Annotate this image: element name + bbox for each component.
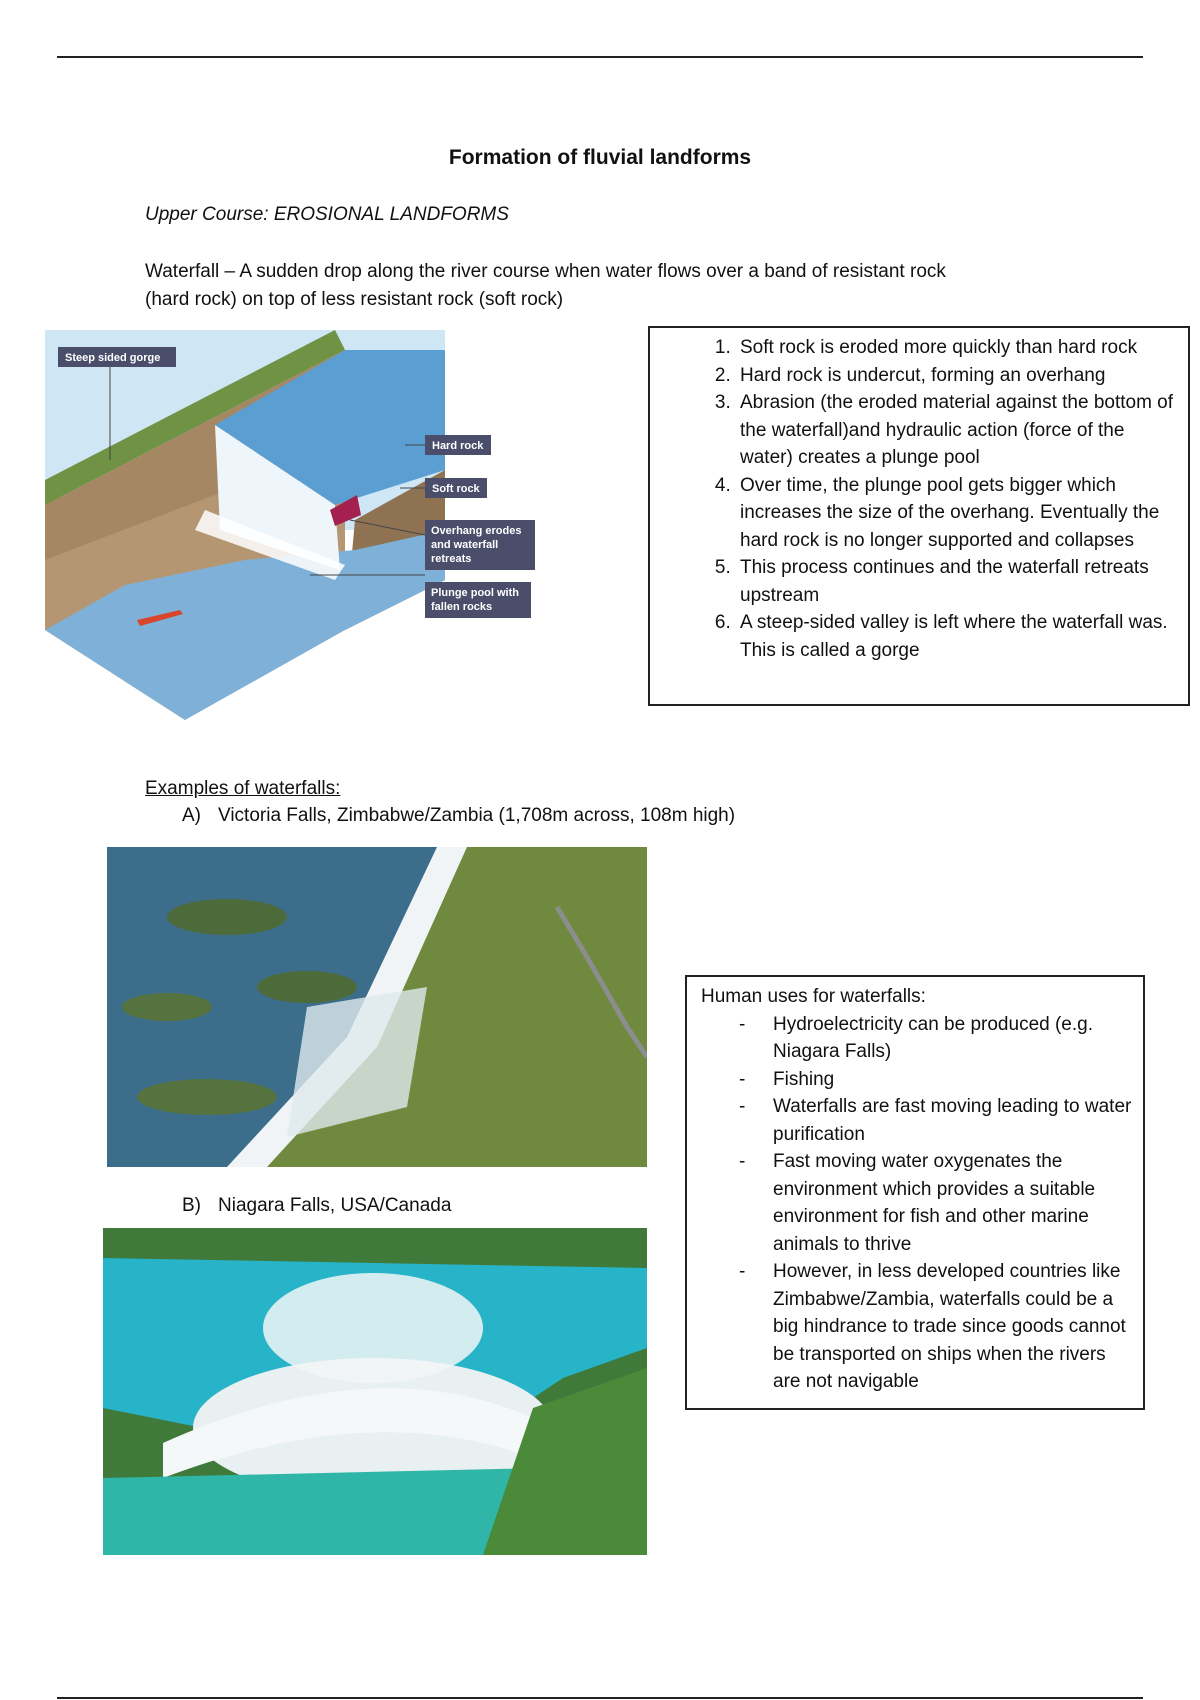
examples-heading: Examples of waterfalls: [145, 778, 341, 799]
label-plunge-line-2: fallen rocks [431, 601, 493, 613]
label-gorge-text: Steep sided gorge [65, 352, 161, 364]
formation-steps-box [648, 326, 1190, 706]
formation-steps-list [650, 334, 1178, 664]
list-item [739, 1258, 1133, 1396]
bullet-dash: - [739, 1096, 746, 1117]
bullet-dash: - [739, 1261, 746, 1282]
bullet-dash: - [739, 1013, 746, 1035]
human-uses-box [685, 975, 1145, 1410]
label-overhang-line-1: Overhang erodes [431, 525, 522, 537]
human-use-text: Fishing [773, 1068, 835, 1090]
label-plunge-pool [425, 582, 531, 618]
list-item [739, 1011, 1133, 1066]
formation-step: 1. Soft rock is eroded more quickly than hard rock [736, 334, 1178, 362]
formation-step: 2. Hard rock is undercut, forming an overhang [736, 362, 1178, 390]
label-steep-sided-gorge [58, 347, 176, 367]
formation-step: 4. Over time, the plunge pool gets bigger which increases the size of the overhang. Eventually the hard rock is no longer supported and collapses [736, 472, 1178, 555]
niagara-falls-image [103, 1228, 647, 1555]
label-hard-rock [425, 435, 491, 455]
human-uses-heading: Human uses for waterfalls: [701, 986, 926, 1007]
label-overhang [425, 520, 535, 570]
waterfall-diagram-svg [45, 330, 585, 725]
bullet-dash: - [739, 1151, 746, 1172]
niagara-falls-photo [103, 1228, 647, 1555]
page-title: Formation of fluvial landforms [448, 146, 752, 169]
formation-step: 5. This process continues and the waterfall retreats upstream [736, 554, 1178, 609]
human-uses-list [701, 1011, 1133, 1396]
example-b-text: Niagara Falls, USA/Canada [218, 1195, 452, 1216]
example-b-letter: B) [182, 1195, 201, 1216]
human-use-text: Waterfalls are fast moving leading to water purification [773, 1096, 1132, 1145]
definition-line-2: (hard rock) on top of less resistant rock (soft rock) [145, 289, 564, 310]
label-soft-rock-text: Soft rock [432, 483, 480, 495]
section-subtitle: Upper Course: EROSIONAL LANDFORMS [145, 204, 509, 225]
waterfall-definition [145, 258, 1045, 314]
label-hard-rock-text: Hard rock [432, 440, 484, 452]
victoria-falls-photo [107, 847, 647, 1167]
list-item [739, 1066, 1133, 1094]
victoria-falls-image [107, 847, 647, 1167]
label-overhang-line-2: and waterfall [431, 539, 499, 551]
bullet-dash: - [739, 1068, 746, 1090]
list-item [739, 1148, 1133, 1258]
label-plunge-line-1: Plunge pool with [431, 587, 519, 599]
human-use-text: Fast moving water oxygenates the environment which provides a suitable environment for fish and other marine animals to thrive [773, 1151, 1096, 1255]
human-use-text: However, in less developed countries like Zimbabwe/Zambia, waterfalls could be a big hindrance to trade since goods cannot be transported on ships when the rivers are not navigable [773, 1261, 1126, 1392]
bottom-rule [57, 1697, 1143, 1699]
label-soft-rock [425, 478, 487, 498]
human-use-text: Hydroelectricity can be produced (e.g. Niagara Falls) [773, 1013, 1093, 1062]
formation-step: 3. Abrasion (the eroded material against the bottom of the waterfall)and hydraulic action (force of the water) creates a plunge pool [736, 389, 1178, 472]
formation-step: 6. A steep-sided valley is left where the waterfall was. This is called a gorge [736, 609, 1178, 664]
example-a-label [182, 805, 735, 827]
label-overhang-line-3: retreats [431, 553, 472, 565]
top-rule [57, 56, 1143, 58]
list-item [739, 1093, 1133, 1148]
example-b-label [182, 1195, 451, 1217]
example-a-letter: A) [182, 805, 201, 826]
definition-line-1: Waterfall – A sudden drop along the river course when water flows over a band of resistant rock [145, 261, 946, 282]
example-a-text: Victoria Falls, Zimbabwe/Zambia (1,708m across, 108m high) [218, 805, 736, 826]
waterfall-diagram [45, 330, 585, 725]
